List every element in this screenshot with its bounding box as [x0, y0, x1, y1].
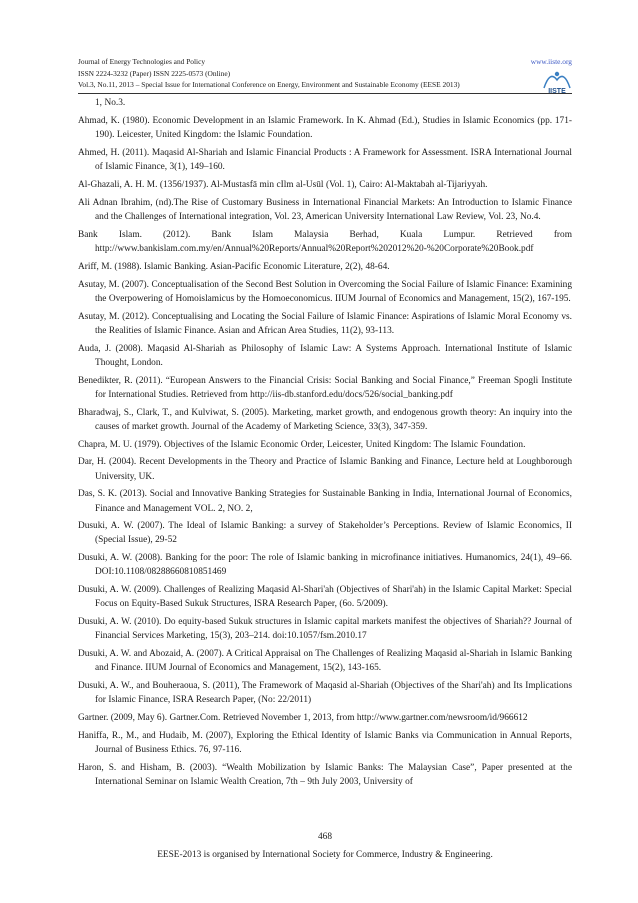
iiste-logo-icon	[542, 68, 572, 94]
reference-entry: Ali Adnan Ibrahim, (nd).The Rise of Customary Business in International Financial Markets: An Introduction to Islamic Finance and the Challenges of International integration, Vol. 23, American University International Law Review, Vol. 23, No.4.	[78, 197, 572, 222]
reference-entry: Dusuki, A. W., and Bouheraoua, S. (2011), The Framework of Maqasid al-Shariah (Objectives of the Shari'ah) and Its Implications for Islamic Finance, ISRA Research Paper, (No: 22/2011)	[78, 681, 572, 706]
reference-entry: Asutay, M. (2007). Conceptualisation of the Second Best Solution in Overcoming the Social Failure of Islamic Finance: Examining the Overpowering of Homoislamicus by the Homoeconomicus. IIUM Journal of Economics and Management, 15(2), 167-195.	[78, 279, 572, 304]
reference-entry: Haron, S. and Hisham, B. (2003). “Wealth Mobilization by Islamic Banks: The Malaysian Case”, Paper presented at the International Seminar on Islamic Wealth Creation, 7th – 9th July 2003, University of	[78, 763, 572, 788]
svg-text:IISTE: IISTE	[548, 88, 566, 94]
reference-entry: Haniffa, R., M., and Hudaib, M. (2007), Exploring the Ethical Identity of Islamic Banks via Communication in Annual Reports, Journal of Business Ethics. 76, 97-116.	[78, 731, 572, 756]
reference-entry: Dusuki, A. W. (2007). The Ideal of Islamic Banking: a survey of Stakeholder’s Perceptions. Review of Islamic Economics, II (Special Issue), 29-52	[78, 521, 572, 546]
reference-entry: Das, S. K. (2013). Social and Innovative Banking Strategies for Sustainable Banking in India, International Journal of Economics, Finance and Management VOL. 2, NO. 2,	[78, 489, 572, 514]
reference-entry: Asutay, M. (2012). Conceptualising and Locating the Social Failure of Islamic Finance: Aspirations of Islamic Moral Economy vs. the Realities of Islamic Finance. Asian and African Area Studies, 11(2), 93-113.	[78, 311, 572, 336]
reference-entry: Chapra, M. U. (1979). Objectives of the Islamic Economic Order, Leicester, United Kingdom: The Islamic Foundation.	[78, 439, 526, 450]
reference-entry: Bank Islam. (2012). Bank Islam Malaysia Berhad, Kuala Lumpur. Retrieved from http://www.bankislam.com.my/en/Annual%20Reports/Annual%20Report%202012%20-%20Corporate%20Book.pdf	[78, 229, 572, 254]
reference-entry: Bharadwaj, S., Clark, T., and Kulviwat, S. (2005). Marketing, market growth, and endogenous growth theory: An inquiry into the causes of market growth. Journal of the Academy of Marketing Science, 33(3), 347-359.	[78, 407, 572, 432]
reference-entry: Dusuki, A. W. (2010). Do equity-based Sukuk structures in Islamic capital markets manifest the objectives of Shariah?? Journal of Financial Services Marketing, 15(3), 203–214. doi:10.1057/fsm.2010.17	[78, 617, 572, 642]
page-header	[78, 56, 572, 94]
reference-entry: Dusuki, A. W. (2009). Challenges of Realizing Maqasid Al-Shari'ah (Objectives of Shari'ah) in the Islamic Capital Market: Special Focus on Equity-Based Sukuk Structures, ISRA Research Paper, (6o. 5/2009).	[78, 585, 572, 610]
reference-entry: Gartner. (2009, May 6). Gartner.Com. Retrieved November 1, 2013, from http://www.gartner.com/newsroom/id/966612	[78, 713, 528, 724]
reference-entry: Benedikter, R. (2011). “European Answers to the Financial Crisis: Social Banking and Social Finance,” Freeman Spogli Institute for International Studies. Retrieved from http://iis-db.stanford.edu/docs/526/social_banking.pdf	[78, 375, 572, 400]
reference-entry: Ahmed, H. (2011). Maqasid Al-Shariah and Islamic Financial Products : A Framework for Assessment. ISRA International Journal of Islamic Finance, 3(1), 149–160.	[78, 147, 572, 172]
footer-organiser: EESE-2013 is organised by International Society for Commerce, Industry & Engineering.	[157, 850, 493, 860]
reference-entry: 1, No.3.	[95, 98, 126, 108]
reference-entry: Dusuki, A. W. (2008). Banking for the poor: The role of Islamic banking in microfinance initiatives. Humanomics, 24(1), 49–66. DOI:10.1108/08288660810851469	[78, 553, 572, 578]
journal-title: Journal of Energy Technologies and Policy	[78, 57, 206, 66]
reference-list	[78, 96, 572, 793]
reference-entry: Auda, J. (2008). Maqasid Al-Shariah as Philosophy of Islamic Law: A Systems Approach. International Institute of Islamic Thought, London.	[78, 343, 572, 368]
page-number: 468	[317, 832, 332, 842]
reference-entry: Dar, H. (2004). Recent Developments in the Theory and Practice of Islamic Banking and Finance, Lecture held at Loughborough University, UK.	[78, 457, 572, 482]
header-rule	[78, 93, 572, 94]
journal-url-link[interactable]: www.iiste.org	[530, 57, 572, 66]
reference-entry: Dusuki, A. W. and Abozaid, A. (2007). A Critical Appraisal on The Challenges of Realizing Maqasid al-Shariah in Islamic Banking and Finance. IIUM Journal of Economics and Management, 15(2), 143-165.	[78, 649, 572, 674]
reference-entry: Ahmad, K. (1980). Economic Development in an Islamic Framework. In K. Ahmad (Ed.), Studies in Islamic Economics (pp. 171-190). Leicester, United Kingdom: the Islamic Foundation.	[78, 115, 572, 140]
reference-entry: Ariff, M. (1988). Islamic Banking. Asian-Pacific Economic Literature, 2(2), 48-64.	[78, 261, 390, 272]
volume-line: Vol.3, No.11, 2013 – Special Issue for International Conference on Energy, Environment and Sustainable Economy (EESE 2013)	[78, 80, 460, 90]
reference-entry: Al-Ghazali, A. H. M. (1356/1937). Al-Mustasfā min cIlm al-Usūl (Vol. 1), Cairo: Al-Maktabah al-Tijariyyah.	[78, 179, 488, 190]
issn-line: ISSN 2224-3232 (Paper) ISSN 2225-0573 (Online)	[78, 68, 231, 78]
